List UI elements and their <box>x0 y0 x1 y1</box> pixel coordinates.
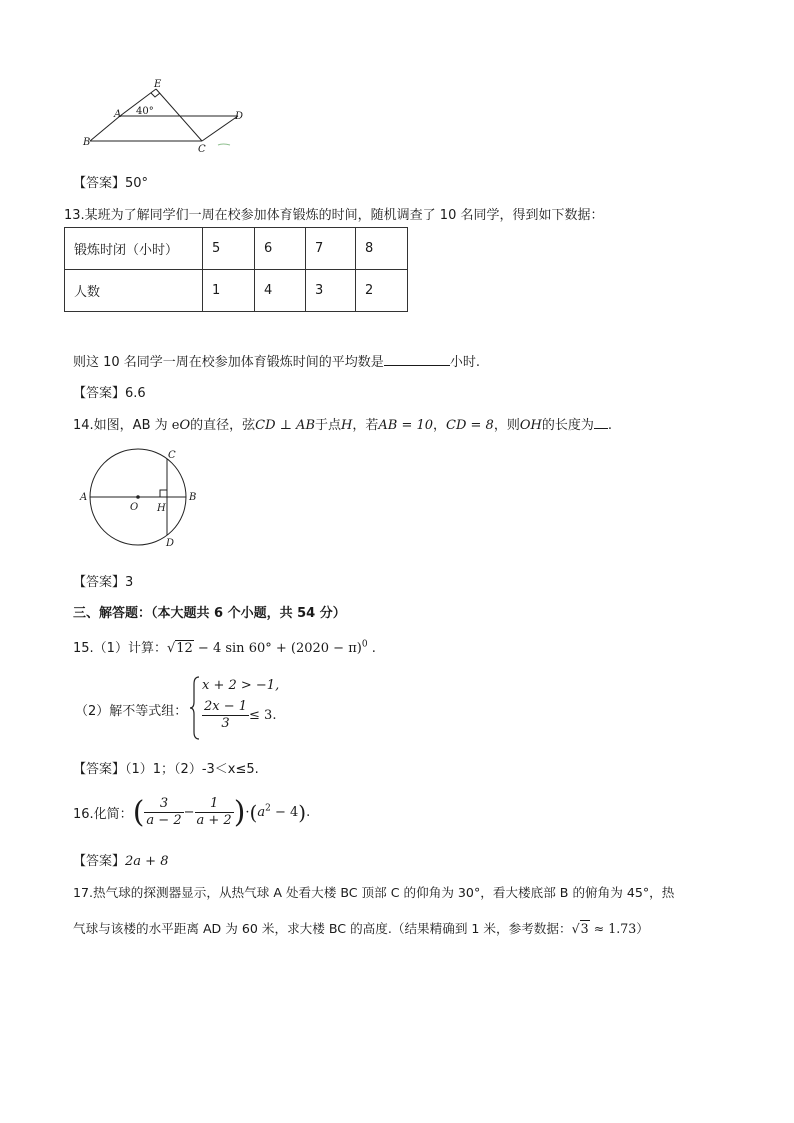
numerator: 1 <box>195 796 234 813</box>
inequality-1: x + 2 > −1, <box>202 678 280 693</box>
equation: AB = 10 <box>378 418 434 433</box>
expression: ≈ 1.73） <box>589 921 649 936</box>
answer-tag: 【答案】 <box>73 386 126 401</box>
label-C: C <box>168 450 176 461</box>
label-D: D <box>166 538 175 549</box>
question-text: ， <box>433 418 447 433</box>
q16-question: 16.化简：( $\frac{3}{a - 2}$ − $\frac{1}{a + 2}$ )$\cdot(a^2 - 4)$. <box>73 795 311 830</box>
question-text: ，则 <box>493 418 520 433</box>
operator: · <box>245 805 250 820</box>
denominator: a − 2 <box>146 813 182 828</box>
q17-line2: 气球与该楼的水平距离 AD 为 60 米，求大楼 BC 的高度.（结果精确到 1 米，参考数据：√3 ≈ 1.73） <box>73 921 649 936</box>
symbol-D: D <box>265 418 276 433</box>
question-text: 气球与该楼的水平距离 AD 为 60 米，求大楼 BC 的高度.（结果精确到 1 米，参考数据： <box>73 921 572 936</box>
fraction <box>195 796 234 829</box>
numerator: 2x − 1 <box>204 699 248 714</box>
table-cell: 8 <box>356 228 408 270</box>
q15-part2-label: （2）解不等式组： <box>75 704 188 719</box>
radicand: 3 <box>580 921 589 936</box>
answer-blank <box>594 416 608 429</box>
q17-line1: 17.热气球的探测器显示，从热气球 A 处看大楼 BC 顶部 C 的仰角为 30°，看大楼底部 B 的俯角为 45°，热 <box>73 885 675 900</box>
symbol-H: H <box>341 418 353 433</box>
question-text: 则这 10 名同学一周在校参加体育锻炼时间的平均数是 <box>73 355 384 370</box>
symbol-B: B <box>305 418 315 433</box>
answer-value: （1）1；（2）-3＜x≤5. <box>125 762 259 777</box>
circle-figure <box>78 446 208 552</box>
question-text: 的直径，弦 <box>190 418 256 433</box>
table-cell: 5 <box>203 228 255 270</box>
symbol-O: O <box>519 418 531 433</box>
answer-value: 3 <box>125 575 134 590</box>
answer-blank <box>384 353 450 366</box>
variable: a <box>257 805 266 820</box>
table-cell: 4 <box>255 270 306 312</box>
table-cell: 锻炼时闭（小时） <box>65 228 203 270</box>
label-H: H <box>157 503 166 514</box>
answer-value: 6.6 <box>125 386 146 401</box>
numerator: 3 <box>144 796 183 813</box>
label-B: B <box>83 137 91 148</box>
table-cell: 2 <box>356 270 408 312</box>
operator: − <box>183 805 195 820</box>
q16-answer <box>73 850 168 869</box>
symbol-C: C <box>255 418 266 433</box>
q15-part1: 15.（1）计算：√12 − 4 $\sin 60^\circ + (2020 - \pi)^0$ . <box>73 639 376 656</box>
expression: ≤ 3. <box>249 708 277 723</box>
q14-text: 14.如图，AB 为 eO的直径，弦CD ⊥ AB于点H，若AB = 10，CD = 8，则OH的长度为 . <box>73 418 613 433</box>
answer-value: 2a + 8 <box>125 854 169 869</box>
symbol-O: O <box>179 418 191 433</box>
denominator: 3 <box>221 716 230 731</box>
label-A: A <box>80 492 88 503</box>
label-E: E <box>154 79 162 90</box>
question-text: 15.（1）计算： <box>73 641 167 656</box>
question-text: . <box>306 805 311 820</box>
answer-tag: 【答案】 <box>73 762 126 777</box>
geometry-figure-parallel-lines <box>80 75 250 160</box>
circle-symbol: e <box>171 418 180 433</box>
question-text: ，若 <box>352 418 379 433</box>
label-O: O <box>130 502 139 513</box>
label-B: B <box>189 492 197 503</box>
q15-answer <box>73 758 259 777</box>
table-row <box>65 228 408 270</box>
equation: CD = 8 <box>446 418 494 433</box>
label-angle: 40° <box>136 106 154 117</box>
table-cell: 3 <box>306 270 356 312</box>
q12-answer <box>73 172 148 191</box>
fraction <box>202 699 249 732</box>
radicand: 12 <box>176 641 193 656</box>
inequality-2 <box>202 699 276 732</box>
question-text: 的长度为 <box>541 418 594 433</box>
question-text: 于点 <box>315 418 342 433</box>
answer-tag: 【答案】 <box>73 575 126 590</box>
table-cell: 1 <box>203 270 255 312</box>
symbol-H: H <box>530 418 542 433</box>
expression: − 4 <box>270 805 299 820</box>
question-text: . <box>607 418 613 433</box>
question-text: 14.如图，AB 为 <box>73 418 168 433</box>
expression: − 4 sin 60° + (2020 − π) <box>193 641 362 656</box>
label-D: D <box>235 111 244 122</box>
brace-icon <box>189 676 201 740</box>
table-cell: 7 <box>306 228 356 270</box>
q14-answer <box>73 571 133 590</box>
exercise-data-table <box>64 227 408 312</box>
denominator: a + 2 <box>196 813 232 828</box>
q13-answer <box>73 382 146 401</box>
answer-tag: 【答案】 <box>73 854 126 869</box>
q13-question <box>73 351 480 370</box>
table-cell: 6 <box>255 228 306 270</box>
exponent: 0 <box>361 639 368 650</box>
table-cell: 人数 <box>65 270 203 312</box>
label-A: A <box>114 109 122 120</box>
question-text: 16.化简： <box>73 807 133 822</box>
symbol-A: A <box>296 418 306 433</box>
label-C: C <box>198 144 206 155</box>
table-row <box>65 270 408 312</box>
q13-text: 13.某班为了解同学们一周在校参加体育锻炼的时间，随机调查了 10 名同学，得到如下数据： <box>64 208 604 223</box>
exponent: 2 <box>265 803 271 814</box>
answer-value: 50° <box>125 176 149 191</box>
fraction <box>144 796 183 829</box>
section-heading: 三、解答题：（本大题共 6 个小题，共 54 分） <box>73 606 346 621</box>
answer-tag: 【答案】 <box>73 176 126 191</box>
question-text: 小时. <box>449 355 480 370</box>
question-text: . <box>367 641 376 656</box>
